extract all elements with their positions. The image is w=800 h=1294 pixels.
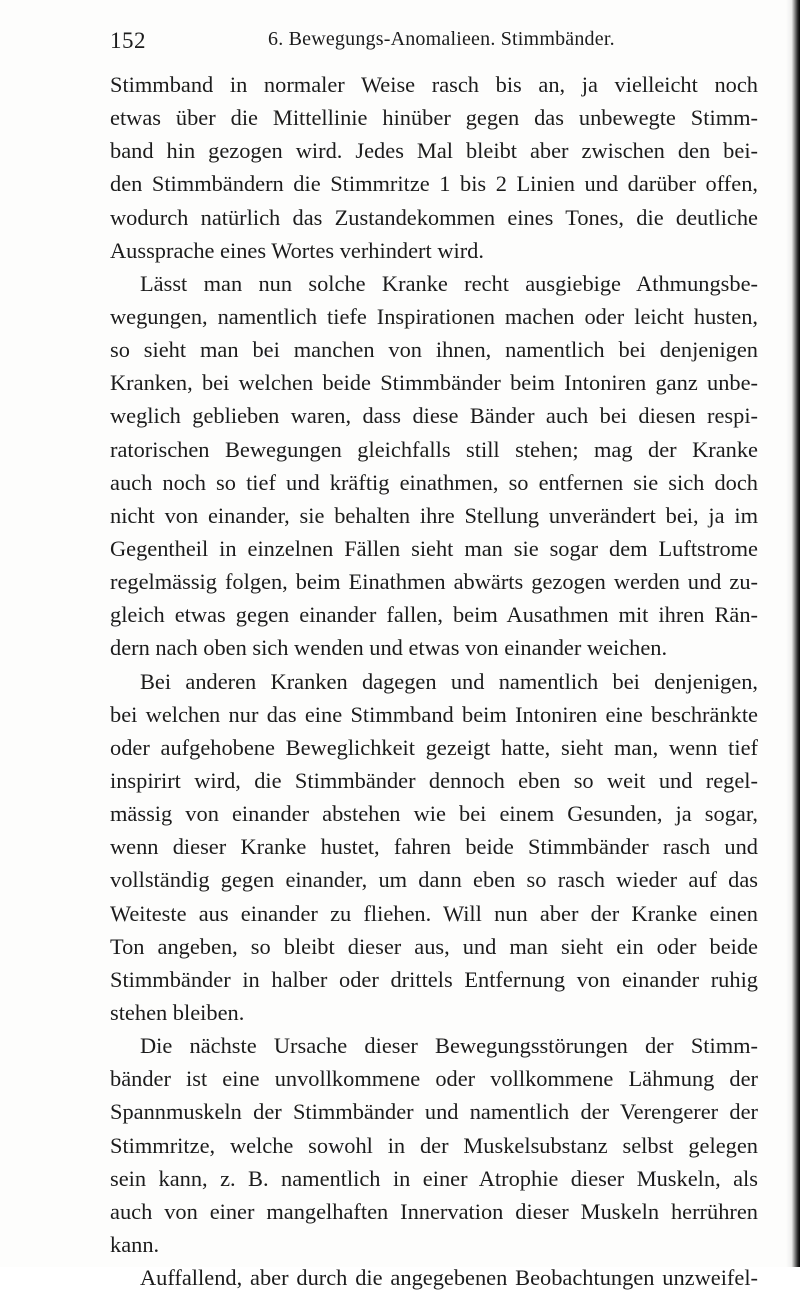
text-line: Aussprache eines Wortes verhindert wird. — [110, 237, 484, 263]
text-line: den Stimmbändern die Stimmritze 1 bis 2 Linien und darüber offen, — [110, 171, 758, 197]
text-line: sein kann, z. B. namentlich in einer Atrophie dieser Muskeln, als — [110, 1165, 758, 1191]
text-line: Stimmbänder in halber oder drittels Entfernung von einander ruhig — [110, 966, 758, 992]
text-line: Ton angeben, so bleibt dieser aus, und man sieht ein oder beide — [110, 933, 758, 959]
text-line: Stimmritze, welche sowohl in der Muskelsubstanz selbst gelegen — [110, 1132, 758, 1158]
text-line: Stimmband in normaler Weise rasch bis an, ja vielleicht noch — [110, 72, 758, 97]
text-line: Auffallend, aber durch die angegebenen Beobachtungen unzweifel- — [140, 1265, 758, 1291]
page-number: 152 — [110, 28, 146, 53]
text-line: bei welchen nur das eine Stimmband beim Intoniren eine beschränkte — [110, 701, 758, 727]
text-line: wodurch natürlich das Zustandekommen eines Tones, die deutliche — [110, 204, 758, 230]
text-line: auch von einer mangelhaften Innervation dieser Muskeln herrühren — [110, 1198, 758, 1224]
text-line: regelmässig folgen, beim Einathmen abwärts gezogen werden und zu- — [110, 569, 758, 595]
text-line: Spannmuskeln der Stimmbänder und namentlich der Verengerer der — [110, 1099, 758, 1125]
text-line: inspirirt wird, die Stimmbänder dennoch eben so weit und regel- — [110, 767, 758, 793]
text-line: auch noch so tief und kräftig einathmen, so entfernen sie sich doch — [110, 469, 758, 495]
text-line: stehen bleiben. — [110, 999, 245, 1025]
text-line: kann. — [110, 1231, 160, 1257]
running-head: 6. Bewegungs-Anomalieen. Stimmbänder. — [268, 28, 615, 50]
text-line: Gegentheil in einzelnen Fällen sieht man sie sogar dem Luftstrome — [110, 535, 758, 561]
text-line: Lässt man nun solche Kranke recht ausgiebige Athmungsbe- — [140, 270, 758, 296]
text-line: Bei anderen Kranken dagegen und namentlich bei denjenigen, — [140, 668, 758, 694]
text-line: dern nach oben sich wenden und etwas von einander weichen. — [110, 635, 668, 661]
page-header — [110, 24, 760, 60]
text-line: vollständig gegen einander, um dann eben so rasch wieder auf das — [110, 867, 758, 893]
text-line: ratorischen Bewegungen gleichfalls still stehen; mag der Kranke — [110, 436, 758, 462]
text-line: bänder ist eine unvollkommene oder vollkommene Lähmung der — [110, 1066, 758, 1092]
text-line: oder aufgehobene Beweglichkeit gezeigt hatte, sieht man, wenn tief — [110, 734, 758, 760]
text-line: etwas über die Mittellinie hinüber gegen das unbewegte Stimm- — [110, 105, 758, 131]
text-line: gleich etwas gegen einander fallen, beim Ausathmen mit ihren Rän- — [110, 602, 758, 628]
text-line: wegungen, namentlich tiefe Inspirationen machen oder leicht husten, — [110, 303, 758, 329]
body-text — [110, 68, 758, 1294]
text-line: Die nächste Ursache dieser Bewegungsstörungen der Stimm- — [140, 1033, 758, 1059]
text-line: so sieht man bei manchen von ihnen, namentlich bei denjenigen — [110, 337, 758, 363]
text-line: Kranken, bei welchen beide Stimmbänder beim Intoniren ganz unbe- — [110, 370, 758, 396]
text-line: Weiteste aus einander zu fliehen. Will nun aber der Kranke einen — [110, 900, 758, 926]
text-line: band hin gezogen wird. Jedes Mal bleibt aber zwischen den bei- — [110, 138, 758, 164]
page-edge-shadow — [786, 0, 800, 1267]
text-line: weglich geblieben waren, dass diese Bänder auch bei diesen respi- — [110, 403, 758, 429]
text-line: nicht von einander, sie behalten ihre Stellung unverändert bei, ja im — [110, 502, 758, 528]
text-line: wenn dieser Kranke hustet, fahren beide Stimmbänder rasch und — [110, 834, 758, 860]
text-line: mässig von einander abstehen wie bei einem Gesunden, ja sogar, — [110, 801, 758, 827]
